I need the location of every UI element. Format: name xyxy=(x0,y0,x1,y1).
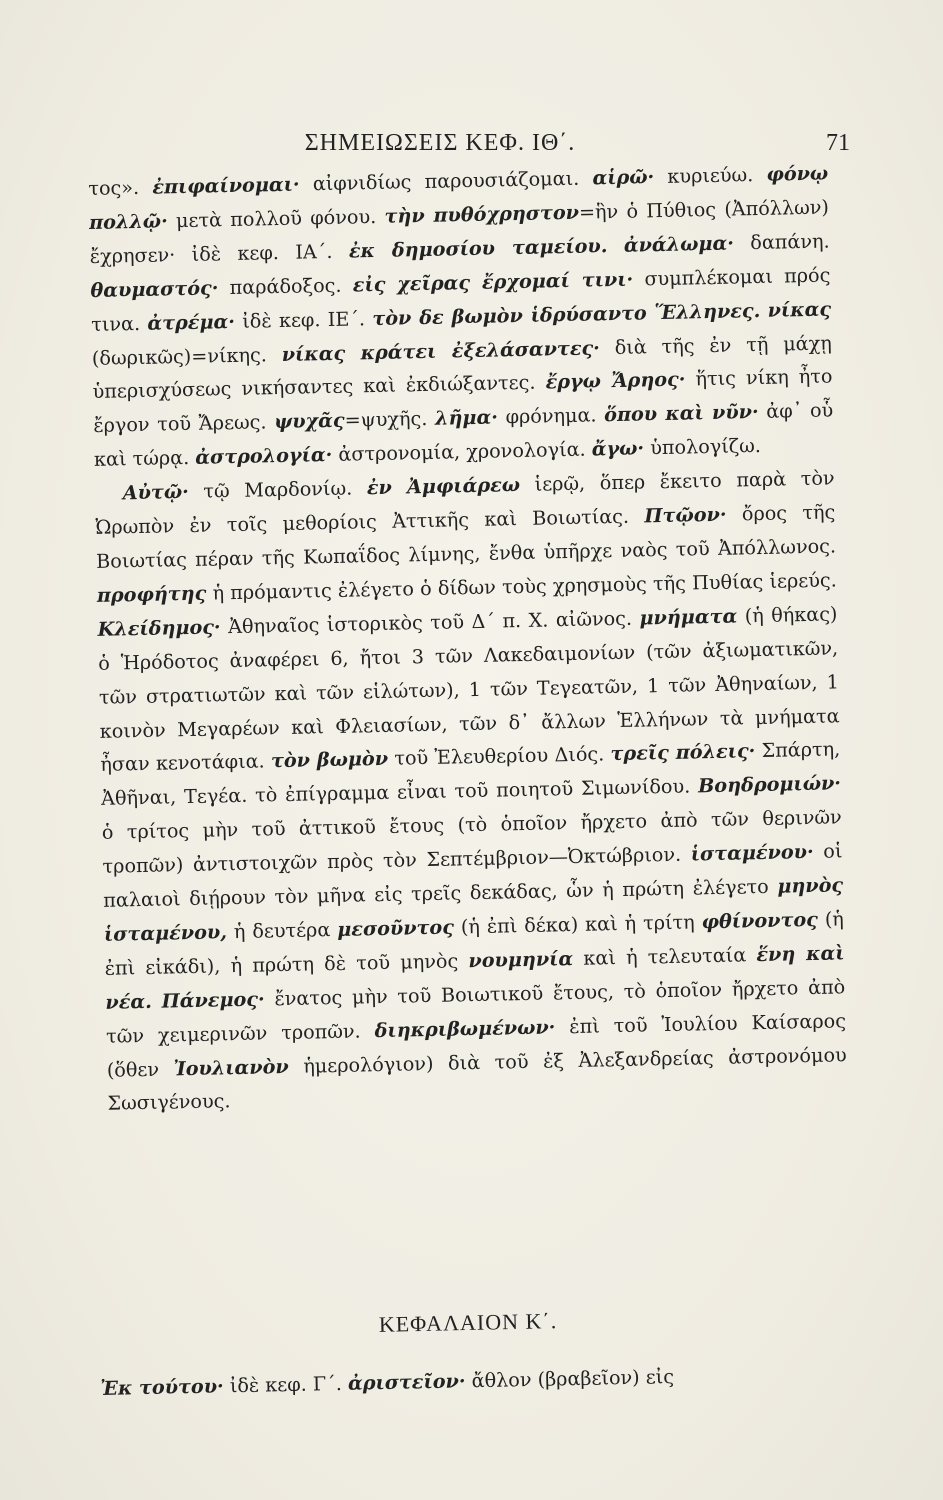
note-term: φθίνοντος xyxy=(701,907,819,934)
note-term: εἰς χεῖρας ἔρχομαί τινι· xyxy=(352,267,634,297)
note-text: ἀστρονομία, χρονολογία. xyxy=(332,437,592,467)
note-term: θαυμαστός· xyxy=(90,276,219,302)
note-term: Αὐτῷ· xyxy=(122,480,190,505)
note-term: ἕνη καὶ νέα. xyxy=(105,941,845,1014)
note-term: νίκας xyxy=(767,297,832,322)
paragraph-1 xyxy=(88,157,834,478)
note-text: ἐπὶ τοῦ Ἰουλίου Καίσαρος (ὅθεν xyxy=(106,1008,847,1082)
note-text: ἡ δευτέρα xyxy=(226,917,338,944)
note-term: ἀνάλωμα· xyxy=(623,231,735,257)
note-text: ὁ τρίτος μὴν τοῦ ἀττικοῦ ἔτους (τὸ ὁποῖον ἤρχετο ἀπὸ τῶν θερινῶν τροπῶν) ἀντιστοιχῶν πρὸς τὸν Σεπτέμβριον—Ὀκτώβριον. xyxy=(101,805,842,878)
note-text: τοῦ Ἐλευθερίου Διός. xyxy=(387,742,611,771)
paragraph-2 xyxy=(94,462,847,1122)
note-text xyxy=(607,234,624,257)
note-term: μνήματα xyxy=(639,604,738,630)
note-term: ἀστρολογία· xyxy=(195,443,333,470)
note-text: ἔνατος μὴν τοῦ Βοιωτικοῦ ἔτους, τὸ ὁποῖον ἤρχετο ἀπὸ τῶν χειμερινῶν τροπῶν. xyxy=(105,975,846,1048)
note-text: ὑπολογίζω. xyxy=(643,434,762,460)
note-term: Κλείδημος· xyxy=(97,615,221,641)
note-text: ἱερῷ, ὅπερ ἔκειτο παρὰ τὸν Ὠρωπὸν ἐν τοῖς μεθορίοις Ἀττικῆς καὶ Βοιωτίας. xyxy=(95,466,835,539)
note-text: ἰδὲ κεφ. ΙΕ΄. xyxy=(234,306,373,333)
note-term: διηκριβωμένων· xyxy=(374,1015,556,1042)
note-term: νουμηνία xyxy=(468,946,574,973)
running-title: ΣΗΜΕΙΩΣΕΙΣ ΚΕΦ. ΙΘ΄. xyxy=(304,130,576,156)
note-term: μηνὸς ἱσταμένου, xyxy=(103,873,844,946)
chapter-term: Ἐκ τούτου· xyxy=(100,1374,224,1400)
note-text: (ἡ θήκας) ὁ Ἡρόδοτος ἀναφέρει 6, ἤτοι 3 τῶν Λακεδαιμονίων (τῶν ἀξιωματικῶν, τῶν στρατιωτῶν καὶ τῶν εἱλώτων), 1 τῶν Τεγεατῶν, 1 τῶν Ἀθηναίων, 1 κοινὸν Μεγαρέων καὶ Φλειασίων, τῶν δ᾿ ἄλλων Ἑλλήνων τὰ μνήματα ἦσαν κενοτάφια. xyxy=(98,602,840,777)
chapter-text: ἰδὲ κεφ. Γ΄. xyxy=(223,1371,349,1398)
chapter-first-line xyxy=(100,1357,841,1406)
note-term: τὸν δε βωμὸν ἱδρύσαντο Ἕλληνες. xyxy=(372,298,761,330)
note-term: νίκας κράτει ἐξελάσαντες· xyxy=(281,335,601,366)
note-term: ἀτρέμα· xyxy=(147,309,236,335)
note-text: (ἡ ἐπὶ δέκα) καὶ ἡ τρίτη xyxy=(453,910,702,939)
note-text: τῷ Μαρδονίῳ. xyxy=(188,476,368,504)
note-text: παράδοξος. xyxy=(218,273,354,300)
page-number: 71 xyxy=(826,130,850,156)
note-text: αἰφνιδίως παρουσιάζομαι. xyxy=(299,166,593,196)
note-term: φόνῳ πολλῷ· xyxy=(88,161,829,234)
note-text: Σπάρτη, Ἀθῆναι, Τεγέα. τὸ ἐπίγραμμα εἶναι τοῦ ποιητοῦ Σιμωνίδου. xyxy=(100,737,841,811)
chapter-text: ἄθλον (βραβεῖον) εἰς xyxy=(465,1364,675,1393)
note-text: ἡμερολόγιον) διὰ τοῦ ἐξ Ἀλεξανδρείας ἀστρονόμου Σωσιγένους. xyxy=(107,1042,847,1116)
note-term: ψυχᾶς xyxy=(273,409,345,434)
note-term: τὴν πυθόχρηστον xyxy=(384,200,580,228)
note-term: τρεῖς πόλεις· xyxy=(610,739,756,766)
note-term: προφήτης xyxy=(96,581,207,607)
note-text: ἡ πρόμαντις ἐλέγετο ὁ δίδων τοὺς χρησμοὺς τῆς Πυθίας ἱερεύς. xyxy=(206,568,837,605)
note-term: ἐπιφαίνομαι· xyxy=(152,172,300,199)
note-term: ἔργῳ Ἄρηος· xyxy=(545,367,686,394)
note-term: ἄγω· xyxy=(591,436,645,461)
note-term: ἐκ δημοσίου ταμείου. xyxy=(348,233,608,263)
note-term: τὸν βωμὸν xyxy=(270,747,389,773)
note-term: ὅπου καὶ νῦν· xyxy=(603,400,759,427)
note-term: Πάνεμος· xyxy=(161,987,265,1013)
note-term: ἐν Ἀμφιάρεω xyxy=(366,473,521,500)
note-term: λῆμα· xyxy=(434,405,499,431)
note-text: μετὰ πολλοῦ φόνου. xyxy=(167,204,385,233)
note-text: καὶ ἡ τελευταία xyxy=(572,943,757,970)
note-text: ὄρος τῆς Βοιωτίας πέραν τῆς Κωπαΐδος λίμνης, ἔνθα ὑπῆρχε ναὸς τοῦ Ἀπόλλωνος. xyxy=(95,500,837,573)
note-text: φρόνημα. xyxy=(497,403,605,429)
note-text: (δωρικῶς)=νίκης. xyxy=(91,342,282,370)
note-text: =ψυχῆς. xyxy=(344,407,436,433)
note-text: τος». xyxy=(88,175,153,200)
note-text: ἥτις νίκη ἦτο ἔργον τοῦ Ἄρεως. xyxy=(93,364,833,438)
note-text: =ἣν ὁ Πύθιος (Ἀπόλλων) ἔχρησεν· ἰδὲ κεφ. ΙΑ΄. xyxy=(89,195,830,268)
note-term: Πτῷον· xyxy=(644,502,727,528)
note-term: Ἰουλιανὸν xyxy=(173,1054,289,1080)
note-text: δαπάνη. xyxy=(733,229,830,255)
note-term: ἱσταμένου· xyxy=(690,840,814,866)
note-text: κυριεύω. xyxy=(653,162,767,189)
chapter-heading: ΚΕΦΑΛΑΙΟΝ Κ΄. xyxy=(378,1308,558,1337)
note-text: ἀφ᾿ οὗ καὶ τώρᾳ. xyxy=(93,398,834,472)
note-term: αἱρῶ· xyxy=(592,165,655,190)
note-term: μεσοῦντος xyxy=(337,915,455,941)
chapter-term: ἀριστεῖον· xyxy=(347,1369,466,1395)
note-term: Βοηδρομιών· xyxy=(697,771,842,798)
note-text: Ἀθηναῖος ἱστορικὸς τοῦ Δ΄ π. Χ. αἰῶνος. xyxy=(220,606,640,639)
note-text: συμπλέκομαι πρός τινα. xyxy=(90,263,831,336)
note-text: (ἡ ἐπὶ εἰκάδι), ἡ πρώτη δὲ τοῦ μηνὸς xyxy=(104,907,845,980)
notes-body xyxy=(88,157,848,1122)
note-text: οἱ παλαιοὶ διῄρουν τὸν μῆνα εἰς τρεῖς δεκάδας, ὧν ἡ πρώτη ἐλέγετο xyxy=(103,839,843,912)
note-text: διὰ τῆς ἐν τῇ μάχῃ ὑπερισχύσεως νικήσαντες καὶ ἐκδιώξαντες. xyxy=(92,330,832,404)
